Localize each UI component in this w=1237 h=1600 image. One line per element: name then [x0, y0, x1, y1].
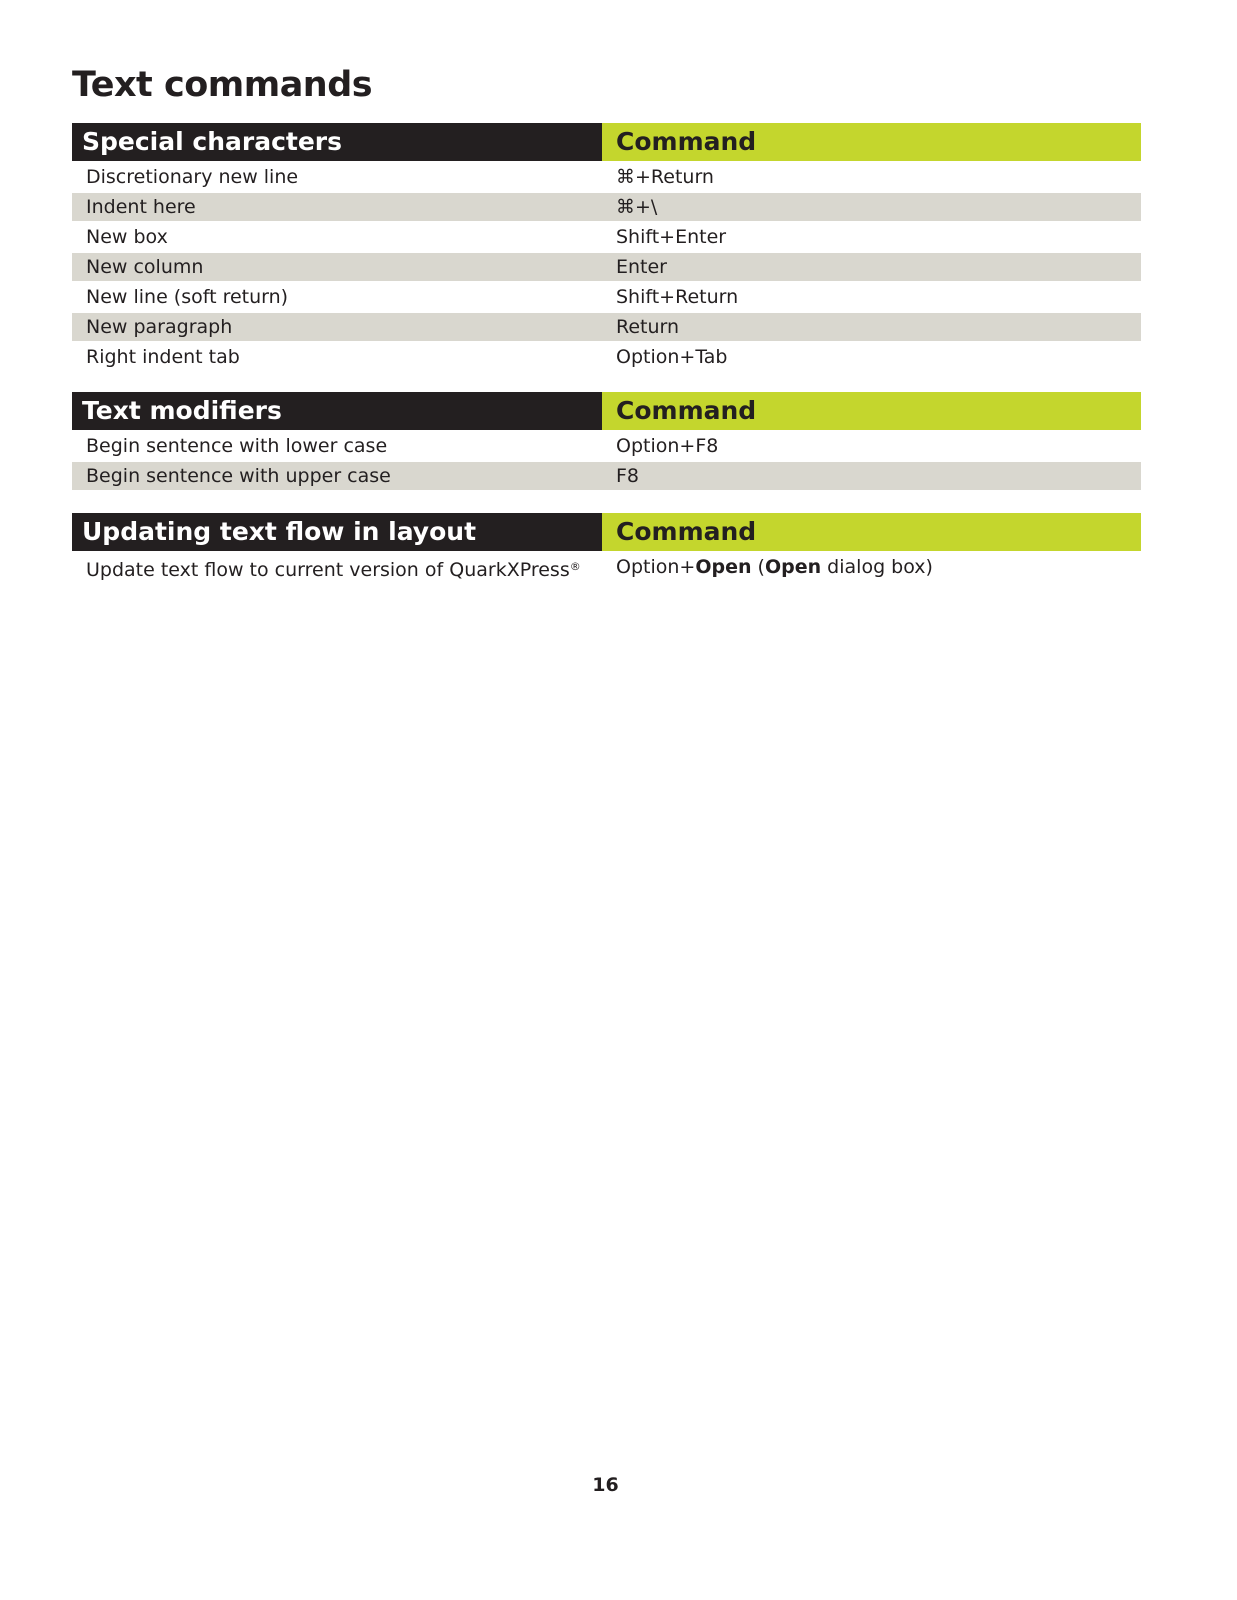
row-command: [602, 553, 1141, 581]
table-header: [72, 513, 1141, 551]
row-label: New column: [86, 256, 204, 278]
row-command: Shift+Enter: [616, 226, 727, 248]
command-heading: Command: [602, 392, 1141, 430]
table-row: [72, 163, 1141, 191]
command-part: dialog box): [821, 556, 933, 578]
row-command: Enter: [616, 256, 667, 278]
section-heading: Text modifiers: [72, 392, 602, 430]
row-label: Begin sentence with lower case: [86, 435, 388, 457]
table-row: [72, 553, 1141, 581]
section-heading: Special characters: [72, 123, 602, 161]
command-heading: Command: [602, 123, 1141, 161]
row-command: ⌘+Return: [616, 166, 714, 188]
table-row: [72, 432, 1141, 460]
table-header: [72, 392, 1141, 430]
command-part-bold: Open: [764, 556, 822, 578]
command-part: (: [751, 556, 765, 578]
row-label: Begin sentence with upper case: [86, 465, 391, 487]
row-label: New line (soft return): [86, 286, 289, 308]
table-header: [72, 123, 1141, 161]
row-command: F8: [616, 465, 640, 487]
command-part-bold: Open: [695, 556, 752, 578]
page-number: 16: [592, 1474, 619, 1496]
table-row: [72, 283, 1141, 311]
row-command: ⌘+\: [616, 196, 658, 218]
row-label: Indent here: [86, 196, 196, 218]
command-heading: Command: [602, 513, 1141, 551]
update-text-flow-table: [72, 513, 1141, 581]
row-label: [72, 553, 602, 581]
row-command: Option+F8: [616, 435, 719, 457]
row-label: New paragraph: [86, 316, 233, 338]
row-label: New box: [86, 226, 168, 248]
row-label: Discretionary new line: [86, 166, 299, 188]
row-command: Return: [616, 316, 680, 338]
page-title: Text commands: [72, 65, 373, 105]
table-row: [72, 223, 1141, 251]
table-row: [72, 313, 1141, 341]
table-row: [72, 462, 1141, 490]
row-command: Option+Tab: [616, 346, 728, 368]
row-label-text: Update text flow to current version of QuarkXPress: [86, 559, 570, 581]
command-part: Option+: [616, 556, 696, 578]
row-command: Shift+Return: [616, 286, 739, 308]
row-label: Right indent tab: [86, 346, 240, 368]
table-row: [72, 193, 1141, 221]
table-row: [72, 253, 1141, 281]
section-heading: Updating text flow in layout: [72, 513, 602, 551]
table-row: [72, 343, 1141, 371]
special-characters-table: [72, 123, 1141, 371]
text-modifiers-table: [72, 392, 1141, 490]
registered-mark: ®: [569, 560, 581, 573]
